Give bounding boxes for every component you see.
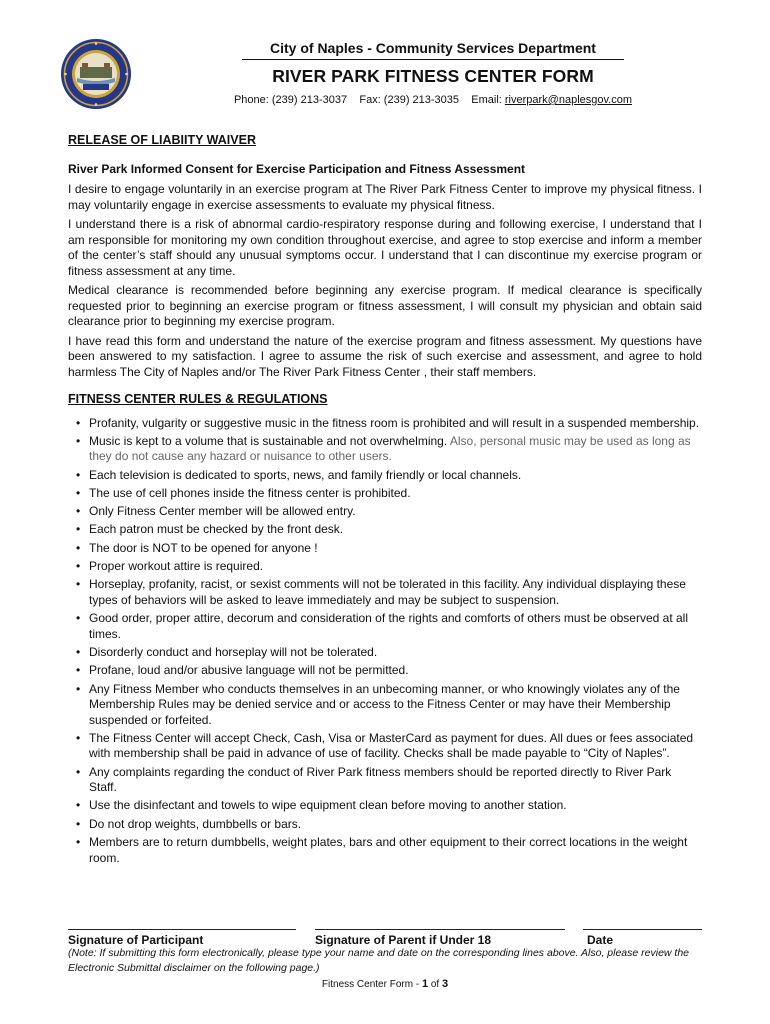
date-line[interactable]: Date [583,929,702,947]
form-title: RIVER PARK FITNESS CENTER FORM [272,66,594,86]
rule-item: • Any Fitness Member who conducts themselves in an unbecoming manner, or who knowingly violates any of the Membership Rules may be denied service and or access to the Fitness Center or may have their Membership suspended or forfeited. [89,682,702,729]
rule-item [89,434,702,465]
rules-heading: FITNESS CENTER RULES & REGULATIONS [68,392,328,406]
signature-section [68,929,702,947]
rule-item: • Use the disinfectant and towels to wipe equipment clean before moving to another station. [89,798,702,814]
current-page: 1 [421,978,429,990]
email-label: Email: [471,94,502,106]
rule-item: • Each patron must be checked by the front desk. [89,522,702,538]
waiver-heading: RELEASE OF LIABIITY WAIVER [68,133,256,147]
form-header [228,40,638,106]
waiver-paragraph: I have read this form and understand the nature of the exercise program and fitness assessment. My questions have been answered to my satisfaction. I agree to assume the risk of such exercise and assessment, and agree to hold harmless The City of Naples and/or The River Park Fitness Center , their staff members. [68,333,702,379]
contact-line [228,94,638,106]
rule-item: • Members are to return dumbbells, weight plates, bars and other equipment to their correct locations in the weight room. [89,835,702,866]
rule-item: • Proper workout attire is required. [89,559,702,575]
form-body [68,133,702,869]
rule-item: • The use of cell phones inside the fitness center is prohibited. [89,486,702,502]
footer-of: of [430,979,440,990]
total-pages: 3 [441,978,449,990]
waiver-subheading: River Park Informed Consent for Exercise Participation and Fitness Assessment [68,161,526,176]
rules-list [68,416,702,867]
rule-item: • The door is NOT to be opened for anyone ! [89,541,702,557]
participant-signature-line[interactable]: Signature of Participant [68,929,296,947]
footer-label: Fitness Center Form - [321,979,420,990]
rule-item: • The Fitness Center will accept Check, Cash, Visa or MasterCard as payment for dues. All dues or fees associated with membership shall be paid in advance of use of facility. Checks shall be made payable to “City of Naples”. [89,731,702,762]
rule-item: • Disorderly conduct and horseplay will not be tolerated. [89,645,702,661]
page-footer [0,978,770,990]
department-name: City of Naples - Community Services Department [242,40,624,60]
fax-number: Fax: (239) 213-3035 [359,94,460,106]
rule-item: • Each television is dedicated to sports, news, and family friendly or local channels. [89,468,702,484]
rule-item: • Any complaints regarding the conduct of River Park fitness members should be reported directly to River Park Staff. [89,765,702,796]
rule-item: • Horseplay, profanity, racist, or sexist comments will not be tolerated in this facility. Any individual displaying these types of behaviors will be asked to leave immediately and may be subject to suspension. [89,577,702,608]
phone-number: Phone: (239) 213-3037 [233,94,348,106]
electronic-submittal-note: (Note: If submitting this form electronically, please type your name and date on the corresponding lines above. Also, please review the Electronic Submittal disclaimer on the following page.) [68,947,690,974]
email-link[interactable]: riverpark@naplesgov.com [504,94,633,106]
waiver-paragraph: Medical clearance is recommended before beginning any exercise program. If medical clearance is specifically requested prior to beginning an exercise program or fitness assessment, I will consult my physician and obtain said clearance prior to beginning my exercise program. [68,283,702,328]
rule-item: • Profane, loud and/or abusive language will not be permitted. [89,663,702,679]
city-seal-icon [60,38,132,110]
rule-extra-text: Also, personal music may be used as long as they do not cause any hazard or nuisance to other users. [89,433,691,464]
rule-item: • Only Fitness Center member will be allowed entry. [89,504,702,520]
rule-item: • Do not drop weights, dumbbells or bars. [89,817,702,833]
parent-signature-line[interactable]: Signature of Parent if Under 18 [315,929,565,947]
rule-item: • Good order, proper attire, decorum and consideration of the rights and comforts of others must be observed at all times. [89,611,702,642]
waiver-paragraph: I desire to engage voluntarily in an exercise program at The River Park Fitness Center to improve my physical fitness. I may voluntarily engage in exercise assessments to evaluate my physical fitness. [68,182,702,212]
rule-text: Music is kept to a volume that is sustainable and not overwhelming. [89,433,448,448]
rule-item: • Profanity, vulgarity or suggestive music in the fitness room is prohibited and will result in a suspended membership. [89,416,702,432]
waiver-paragraph: I understand there is a risk of abnormal cardio-respiratory response during and following exercise, I understand that I am responsible for monitoring my own condition throughout exercise, and agree to stop exercise and inform a member of the center’s staff should any unusual symptoms occur. I understand that I can discontinue my exercise program or fitness assessment at any time. [68,217,702,278]
